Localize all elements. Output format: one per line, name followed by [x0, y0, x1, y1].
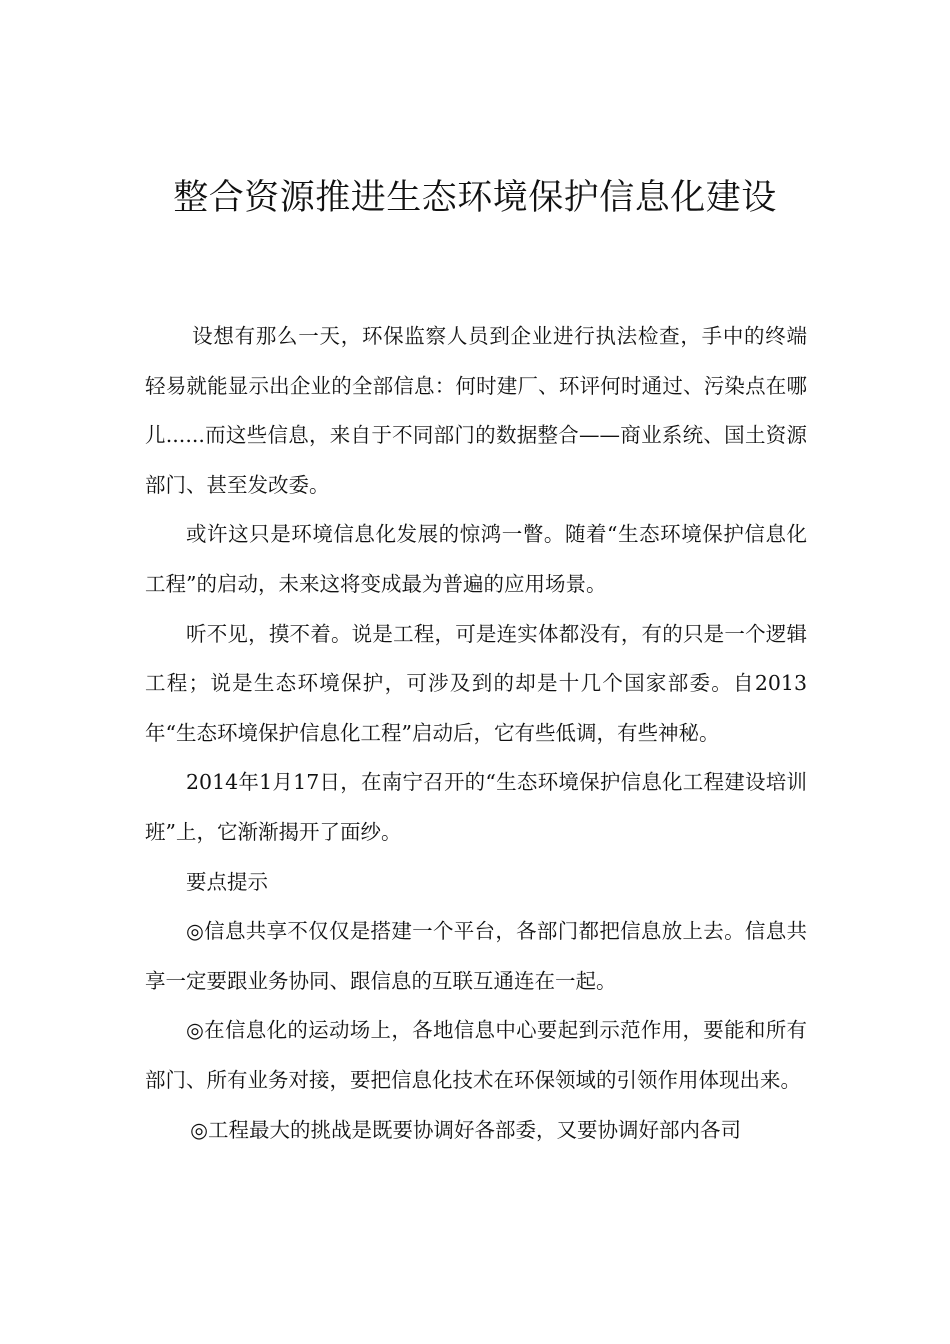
document-title: 整合资源推进生态环境保护信息化建设	[173, 178, 777, 218]
paragraph-1: 设想有那么一天，环保监察人员到企业进行执法检查，手中的终端轻易就能显示出企业的全部信息：何时建厂、环评何时通过、污染点在哪儿......而这些信息，来自于不同部门的数据整合——商业系统、国土资源部门、甚至发改委。	[145, 324, 807, 497]
document-body	[145, 312, 807, 1155]
key-point-3: ◎工程最大的挑战是既要协调好各部委，又要协调好部内各司	[190, 1117, 741, 1142]
section-heading-key-points: 要点提示	[186, 869, 268, 894]
key-point-2: ◎在信息化的运动场上，各地信息中心要起到示范作用，要能和所有部门、所有业务对接，要把信息化技术在环保领域的引领作用体现出来。	[145, 1018, 807, 1092]
paragraph-2: 或许这只是环境信息化发展的惊鸿一瞥。随着“生态环境保护信息化工程”的启动，未来这将变成最为普遍的应用场景。	[145, 522, 807, 596]
key-point-1: ◎信息共享不仅仅是搭建一个平台，各部门都把信息放上去。信息共享一定要跟业务协同、跟信息的互联互通连在一起。	[145, 919, 807, 993]
paragraph-3: 听不见，摸不着。说是工程，可是连实体都没有，有的只是一个逻辑工程；说是生态环境保护，可涉及到的却是十几个国家部委。自2013年“生态环境保护信息化工程”启动后，它有些低调，有些神秘。	[145, 621, 807, 745]
paragraph-4: 2014年1月17日，在南宁召开的“生态环境保护信息化工程建设培训班”上，它渐渐揭开了面纱。	[145, 770, 807, 844]
